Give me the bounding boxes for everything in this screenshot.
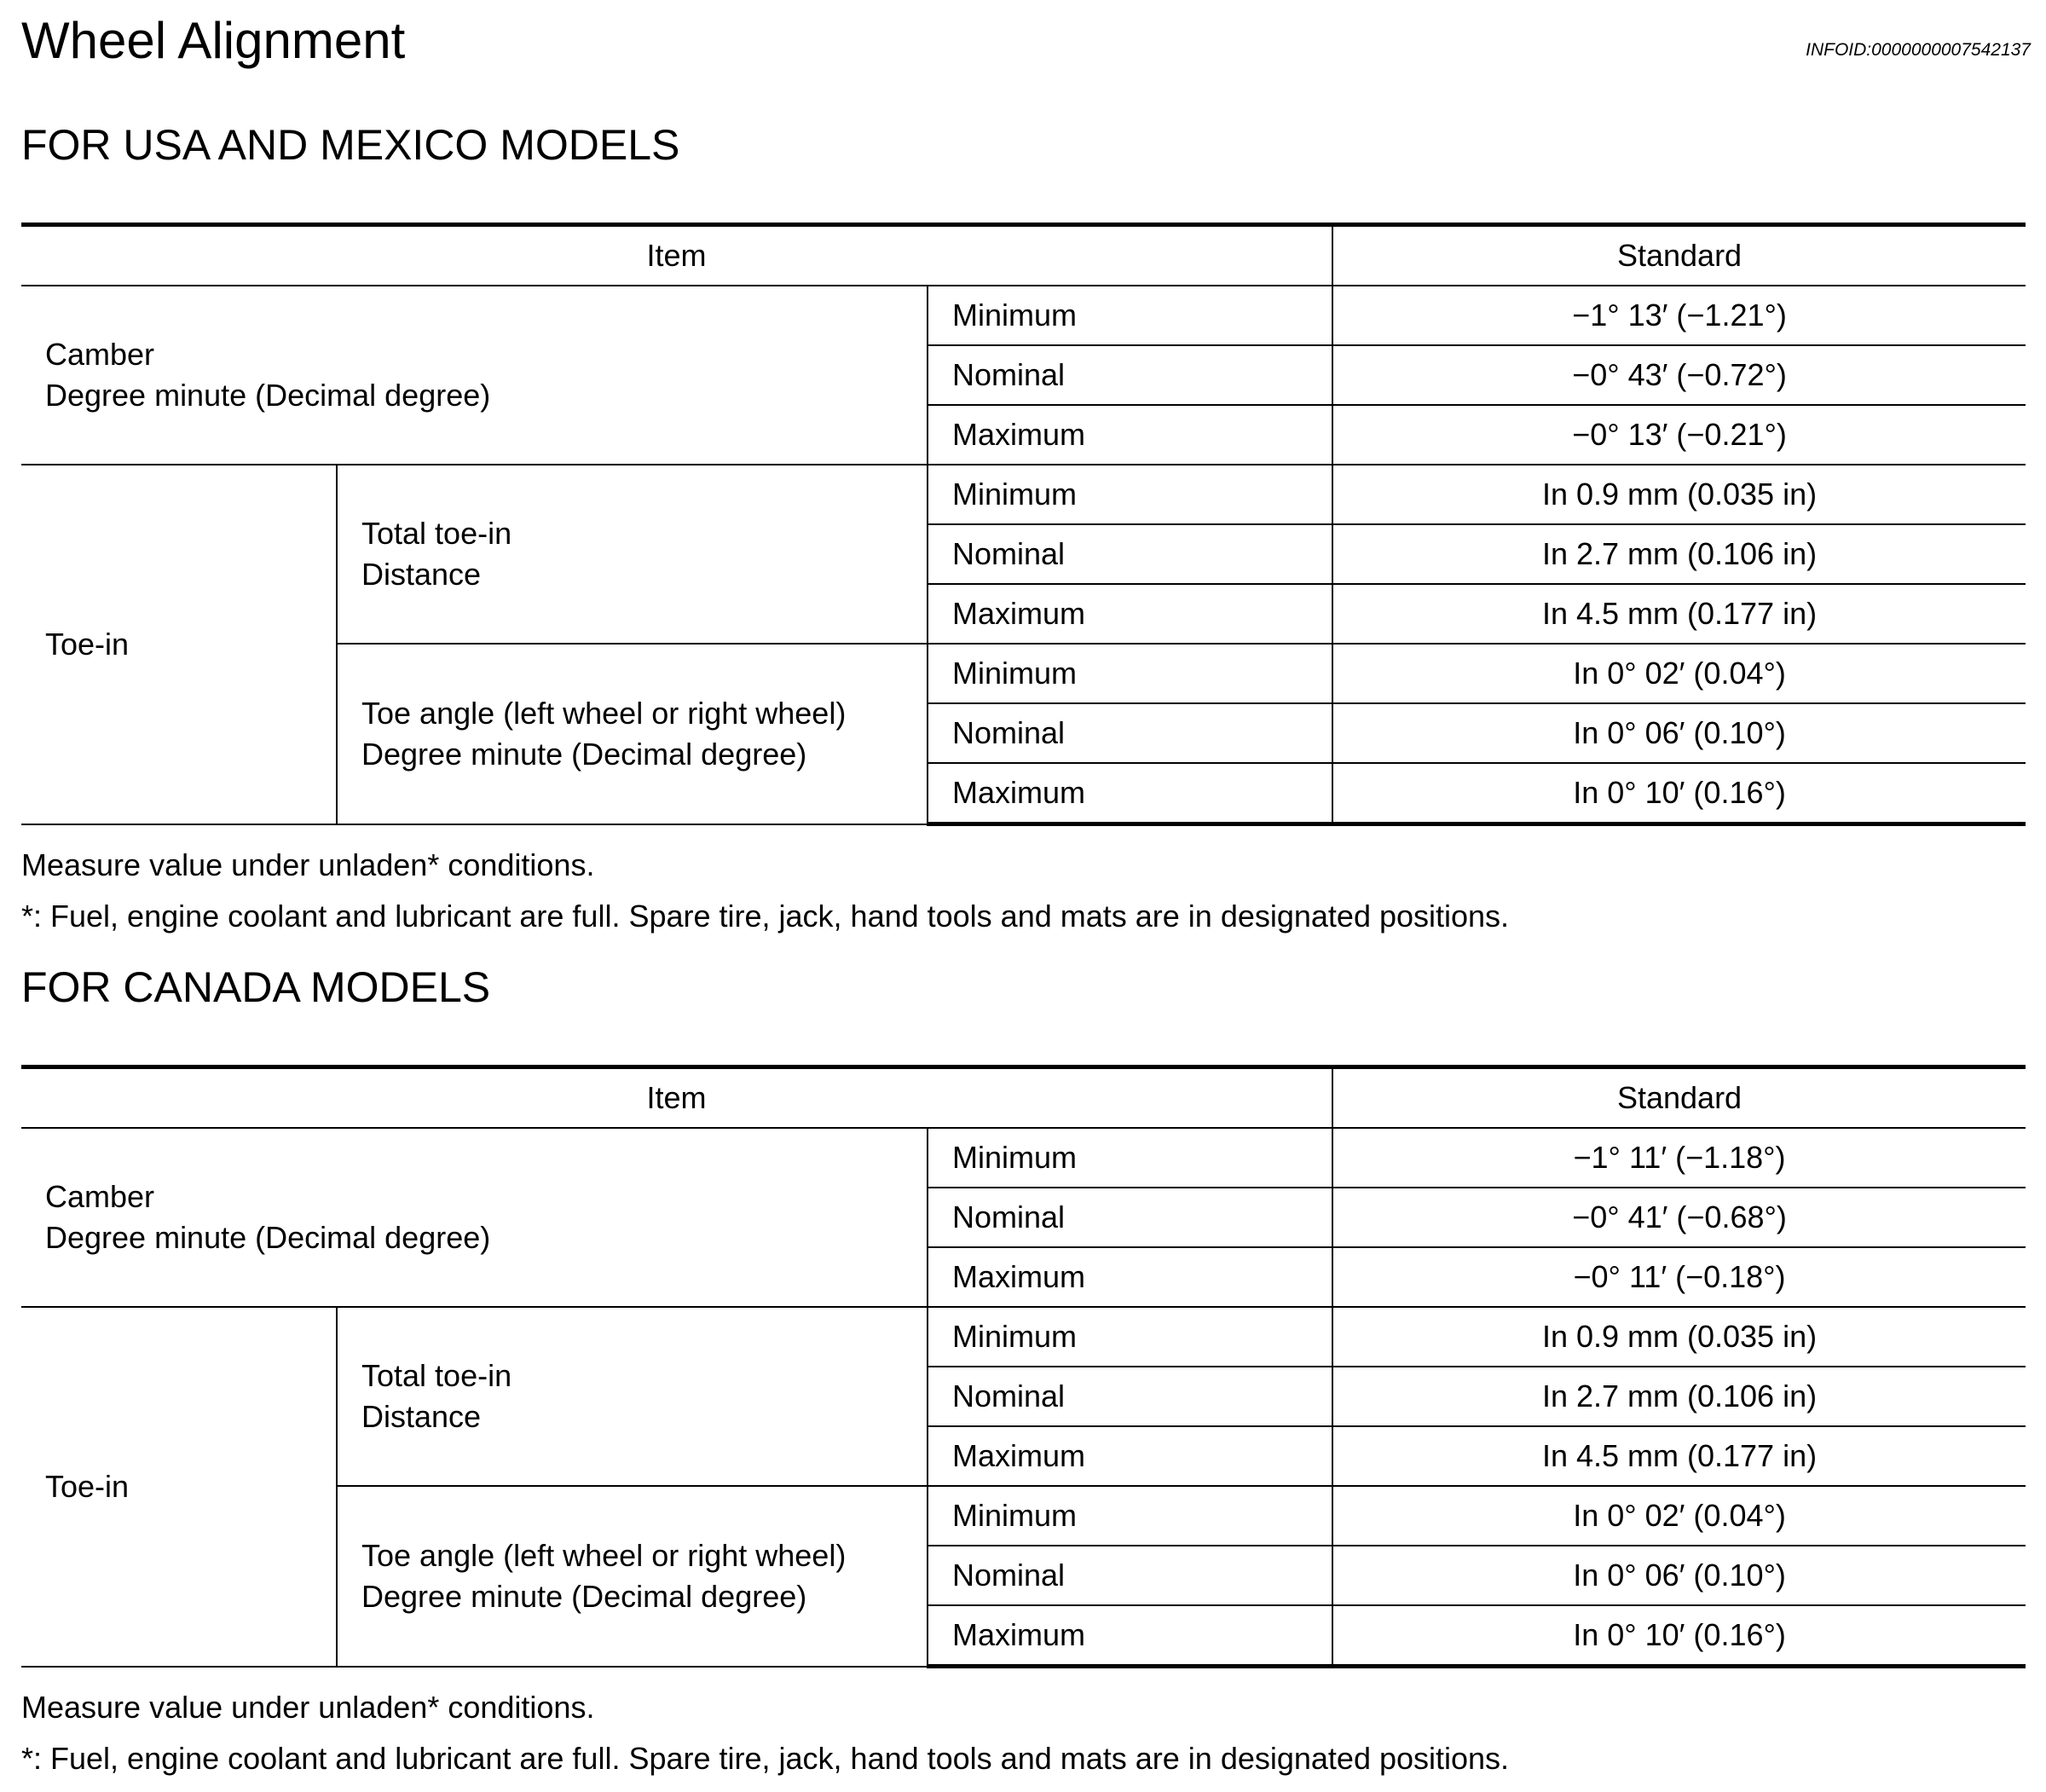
standard-value: −0° 11′ (−0.18°) [1332, 1247, 2026, 1307]
column-header-standard: Standard [1332, 225, 2026, 286]
note-conditions: *: Fuel, engine coolant and lubricant are full. Spare tire, jack, hand tools and mats are in designated positions. [21, 1741, 1510, 1776]
toe-angle-label-cell [337, 644, 928, 824]
camber-label-cell [21, 1128, 928, 1307]
standard-value: In 0° 10′ (0.16°) [1332, 1605, 2026, 1667]
level-label: Minimum [928, 465, 1332, 524]
standard-value: −0° 43′ (−0.72°) [1332, 345, 2026, 405]
spec-table-canada [21, 1065, 2026, 1668]
toe-angle-label-cell [337, 1486, 928, 1667]
level-label: Minimum [928, 1307, 1332, 1367]
level-label: Nominal [928, 345, 1332, 405]
level-label: Nominal [928, 524, 1332, 584]
total-toe-in-label: Total toe-in [361, 1358, 512, 1393]
info-id: INFOID:0000000007542137 [1806, 40, 2031, 60]
standard-value: In 0.9 mm (0.035 in) [1332, 1307, 2026, 1367]
standard-value: −0° 41′ (−0.68°) [1332, 1188, 2026, 1247]
standard-value: In 0° 02′ (0.04°) [1332, 644, 2026, 703]
camber-label-cell [21, 286, 928, 465]
table-row [21, 1307, 2026, 1367]
total-toe-in-label: Total toe-in [361, 516, 512, 551]
standard-value: −1° 11′ (−1.18°) [1332, 1128, 2026, 1188]
level-label: Maximum [928, 1605, 1332, 1667]
total-toe-in-label-cell [337, 465, 928, 644]
level-label: Maximum [928, 1426, 1332, 1486]
table-header-row [21, 1067, 2026, 1129]
table-row [21, 286, 2026, 345]
note-unladen: Measure value under unladen* conditions. [21, 847, 595, 882]
toe-angle-sublabel: Degree minute (Decimal degree) [361, 1578, 807, 1614]
standard-value: In 2.7 mm (0.106 in) [1332, 1367, 2026, 1426]
section-heading-canada: FOR CANADA MODELS [21, 963, 491, 1011]
camber-sublabel: Degree minute (Decimal degree) [45, 378, 491, 413]
level-label: Minimum [928, 644, 1332, 703]
standard-value: In 0.9 mm (0.035 in) [1332, 465, 2026, 524]
level-label: Nominal [928, 703, 1332, 763]
standard-value: In 2.7 mm (0.106 in) [1332, 524, 2026, 584]
page-title: Wheel Alignment [21, 12, 406, 69]
level-label: Maximum [928, 1247, 1332, 1307]
note-unladen: Measure value under unladen* conditions. [21, 1690, 595, 1725]
column-header-item: Item [21, 225, 1332, 286]
standard-value: −0° 13′ (−0.21°) [1332, 405, 2026, 465]
level-label: Maximum [928, 763, 1332, 824]
camber-sublabel: Degree minute (Decimal degree) [45, 1220, 491, 1255]
standard-value: In 0° 06′ (0.10°) [1332, 703, 2026, 763]
standard-value: In 0° 02′ (0.04°) [1332, 1486, 2026, 1546]
toe-angle-sublabel: Degree minute (Decimal degree) [361, 736, 807, 772]
camber-label: Camber [45, 1179, 155, 1214]
level-label: Minimum [928, 1128, 1332, 1188]
level-label: Minimum [928, 286, 1332, 345]
table-row [21, 1128, 2026, 1188]
standard-value: In 0° 10′ (0.16°) [1332, 763, 2026, 824]
note-conditions: *: Fuel, engine coolant and lubricant are full. Spare tire, jack, hand tools and mats are in designated positions. [21, 899, 1510, 934]
table-row [21, 465, 2026, 524]
column-header-standard: Standard [1332, 1067, 2026, 1129]
toe-angle-label: Toe angle (left wheel or right wheel) [361, 1537, 847, 1573]
total-toe-in-sublabel: Distance [361, 557, 482, 592]
level-label: Nominal [928, 1188, 1332, 1247]
toe-in-label: Toe-in [21, 465, 337, 824]
total-toe-in-sublabel: Distance [361, 1399, 482, 1434]
standard-value: In 4.5 mm (0.177 in) [1332, 1426, 2026, 1486]
standard-value: In 0° 06′ (0.10°) [1332, 1546, 2026, 1605]
toe-in-label: Toe-in [21, 1307, 337, 1667]
level-label: Nominal [928, 1367, 1332, 1426]
level-label: Minimum [928, 1486, 1332, 1546]
column-header-item: Item [21, 1067, 1332, 1129]
standard-value: In 4.5 mm (0.177 in) [1332, 584, 2026, 644]
table-header-row [21, 225, 2026, 286]
total-toe-in-label-cell [337, 1307, 928, 1486]
spec-table-usa-mexico [21, 223, 2026, 826]
level-label: Maximum [928, 405, 1332, 465]
standard-value: −1° 13′ (−1.21°) [1332, 286, 2026, 345]
toe-angle-label: Toe angle (left wheel or right wheel) [361, 695, 847, 731]
level-label: Nominal [928, 1546, 1332, 1605]
camber-label: Camber [45, 337, 155, 372]
section-heading-usa-mexico: FOR USA AND MEXICO MODELS [21, 121, 680, 169]
level-label: Maximum [928, 584, 1332, 644]
